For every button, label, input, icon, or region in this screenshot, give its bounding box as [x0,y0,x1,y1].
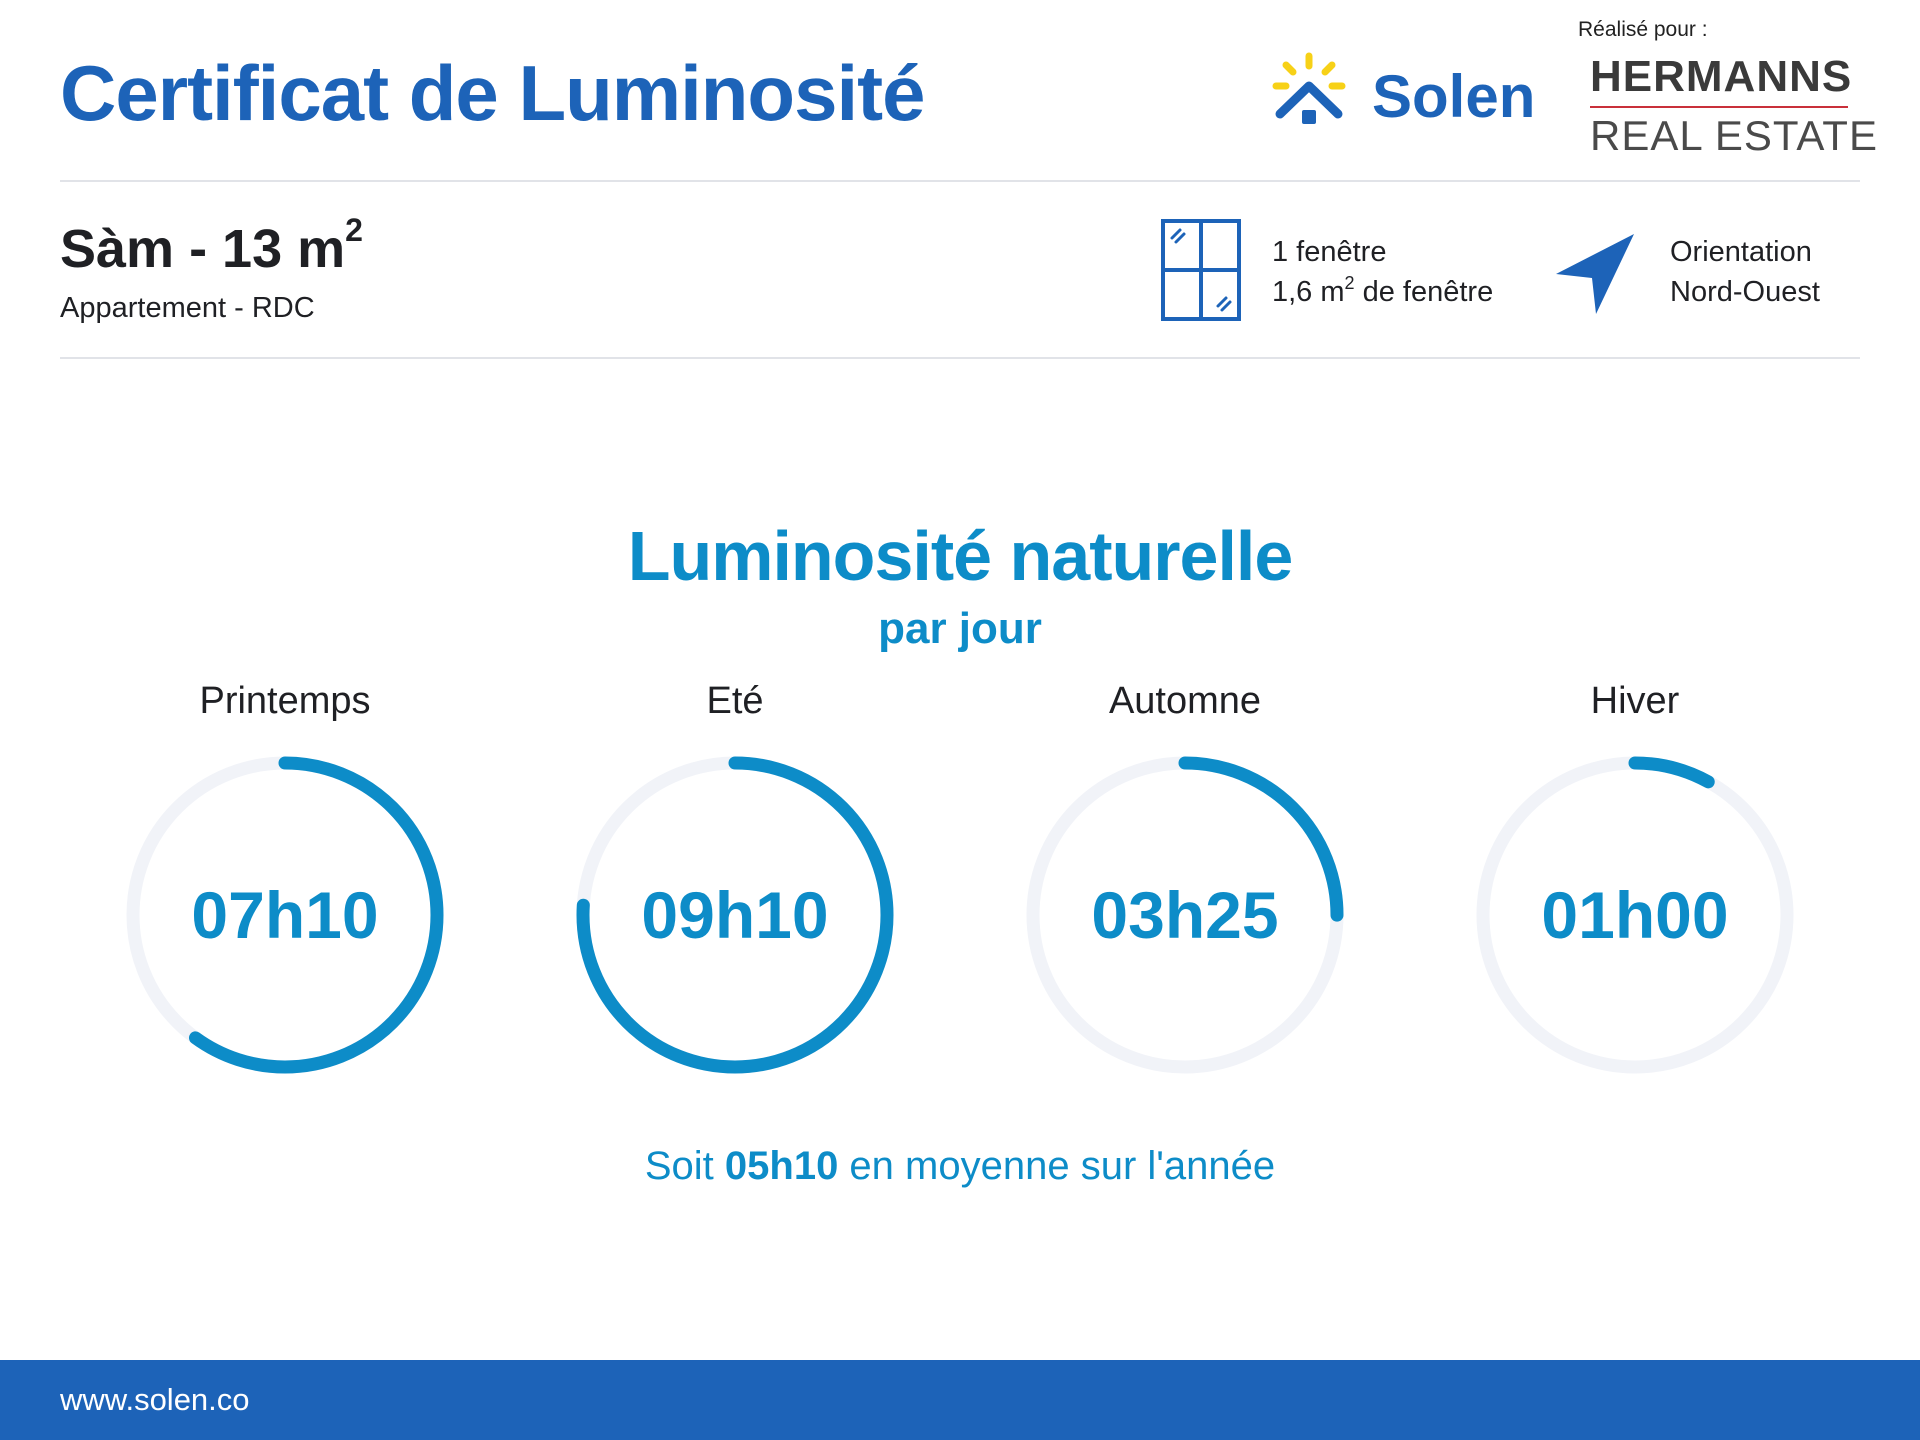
season-label: Printemps [199,680,371,722]
orientation-info [1670,232,1820,312]
orientation-label: Orientation [1670,236,1812,268]
season-gauge-1 [583,680,887,1067]
average-prefix: Soit [644,1144,725,1188]
client-logo-rule [1590,106,1848,108]
section-subheading: par jour [878,604,1042,653]
season-label: Hiver [1590,680,1680,722]
client-logo-name: HERMANNS [1590,52,1853,101]
season-time: 07h10 [191,878,379,952]
room-area-exponent: 2 [345,212,363,248]
orientation-arrow-icon [1552,230,1640,318]
season-time: 01h00 [1541,878,1729,952]
season-gauge-0 [133,680,437,1067]
window-area-value: 1,6 m [1272,276,1345,308]
orientation-value: Nord-Ouest [1670,276,1820,308]
room-subtitle: Appartement - RDC [60,292,315,324]
season-time: 09h10 [641,878,829,952]
average-suffix: en moyenne sur l'année [838,1144,1276,1188]
footer-bar [0,1360,1920,1440]
season-time: 03h25 [1091,878,1279,952]
website-link[interactable]: www.solen.co [60,1382,250,1417]
section-heading: Luminosité naturelle [627,517,1293,595]
window-count: 1 fenêtre [1272,236,1387,268]
yearly-average [0,1144,1920,1189]
window-area [1272,272,1493,312]
solen-logo-text: Solen [1372,63,1536,130]
season-label: Automne [1108,680,1262,722]
window-area-exponent: 2 [1344,273,1355,293]
window-info [1272,232,1493,312]
divider [60,180,1860,182]
average-value: 05h10 [724,1144,839,1188]
divider [60,357,1860,359]
window-icon [1160,218,1242,322]
season-gauges [0,680,1920,1100]
client-logo-tagline: REAL ESTATE [1590,112,1878,159]
page-title: Certificat de Luminosité [60,49,925,137]
made-for-label: Réalisé pour : [1578,18,1708,41]
room-name: Sàm - 13 m [60,219,346,279]
season-gauge-3 [1483,680,1787,1067]
window-area-suffix: de fenêtre [1354,276,1494,308]
room-title [60,212,363,280]
season-gauge-2 [1033,680,1337,1067]
season-label: Eté [706,680,764,722]
